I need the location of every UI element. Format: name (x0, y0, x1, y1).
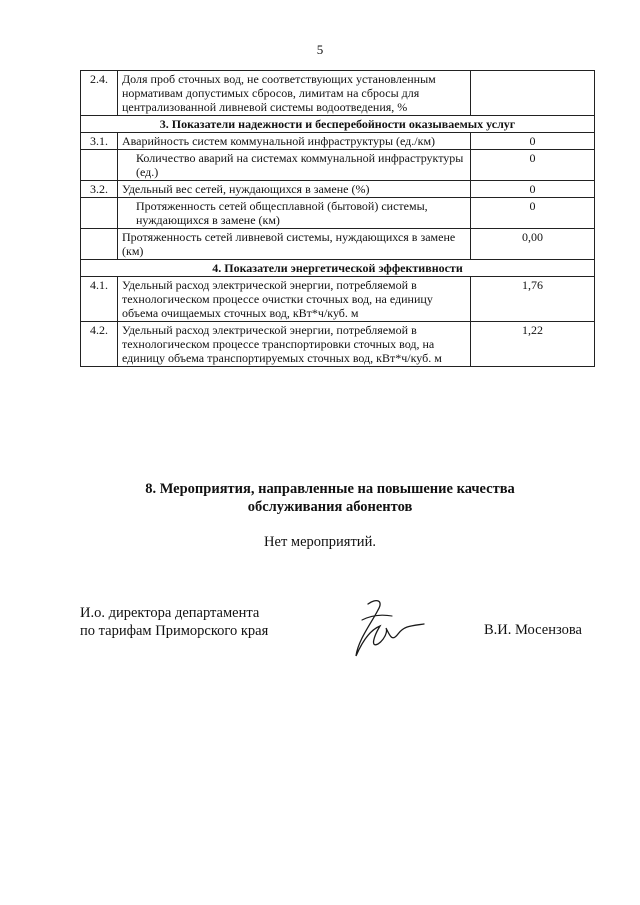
signatory-position-line1: И.о. директора департамента (80, 605, 260, 621)
signatory-name: В.И. Мосензова (484, 622, 582, 638)
table-row (81, 322, 595, 367)
table-row (81, 71, 595, 116)
section-8-title-line1: 8. Мероприятия, направленные на повышение качества (145, 481, 515, 497)
row-number (81, 229, 118, 260)
table-row (81, 229, 595, 260)
row-number: 3.2. (81, 181, 118, 198)
section-header-row (81, 116, 595, 133)
indicator-name: Доля проб сточных вод, не соответствующих установленным нормативам допустимых сбросов, лимитам на сбросы для централизованной ливневой системы водоотведения, % (118, 71, 471, 116)
table-row (81, 181, 595, 198)
table-row (81, 133, 595, 150)
indicators-table (80, 70, 595, 367)
indicator-value: 1,22 (471, 322, 595, 367)
row-number: 4.2. (81, 322, 118, 367)
table-row (81, 277, 595, 322)
indicator-value: 1,76 (471, 277, 595, 322)
row-number (81, 198, 118, 229)
section-8-heading (60, 480, 600, 516)
indicator-name: Протяженность сетей общесплавной (бытовой) системы, нуждающихся в замене (км) (118, 198, 471, 229)
indicator-name: Протяженность сетей ливневой системы, нуждающихся в замене (км) (118, 229, 471, 260)
indicator-name: Удельный расход электрической энергии, потребляемой в технологическом процессе очистки сточных вод, на единицу объема очищаемых сточных вод, кВт*ч/куб. м (118, 277, 471, 322)
signatory-position (80, 604, 268, 640)
row-number: 2.4. (81, 71, 118, 116)
page-number: 5 (316, 42, 324, 57)
row-number: 4.1. (81, 277, 118, 322)
table-row (81, 198, 595, 229)
section-8-title-line2: обслуживания абонентов (247, 499, 413, 515)
indicator-value (471, 71, 595, 116)
row-number (81, 150, 118, 181)
row-number: 3.1. (81, 133, 118, 150)
indicator-value: 0 (471, 181, 595, 198)
indicator-name: Количество аварий на системах коммунальной инфраструктуры (ед.) (118, 150, 471, 181)
section-header: 3. Показатели надежности и бесперебойности оказываемых услуг (81, 116, 595, 133)
indicator-value: 0 (471, 150, 595, 181)
indicator-name: Удельный вес сетей, нуждающихся в замене (%) (118, 181, 471, 198)
indicator-value: 0,00 (471, 229, 595, 260)
indicator-name: Удельный расход электрической энергии, потребляемой в технологическом процессе транспортировки сточных вод, на единицу объема транспортируемых сточных вод, кВт*ч/куб. м (118, 322, 471, 367)
table-row (81, 150, 595, 181)
indicator-name: Аварийность систем коммунальной инфраструктуры (ед./км) (118, 133, 471, 150)
section-header-row (81, 260, 595, 277)
section-header: 4. Показатели энергетической эффективности (81, 260, 595, 277)
signatory-position-line2: по тарифам Приморского края (80, 623, 269, 639)
handwritten-signature (348, 596, 428, 666)
indicator-value: 0 (471, 198, 595, 229)
indicator-value: 0 (471, 133, 595, 150)
no-measures-text: Нет мероприятий. (264, 534, 376, 550)
indicators-table-body (81, 71, 595, 367)
